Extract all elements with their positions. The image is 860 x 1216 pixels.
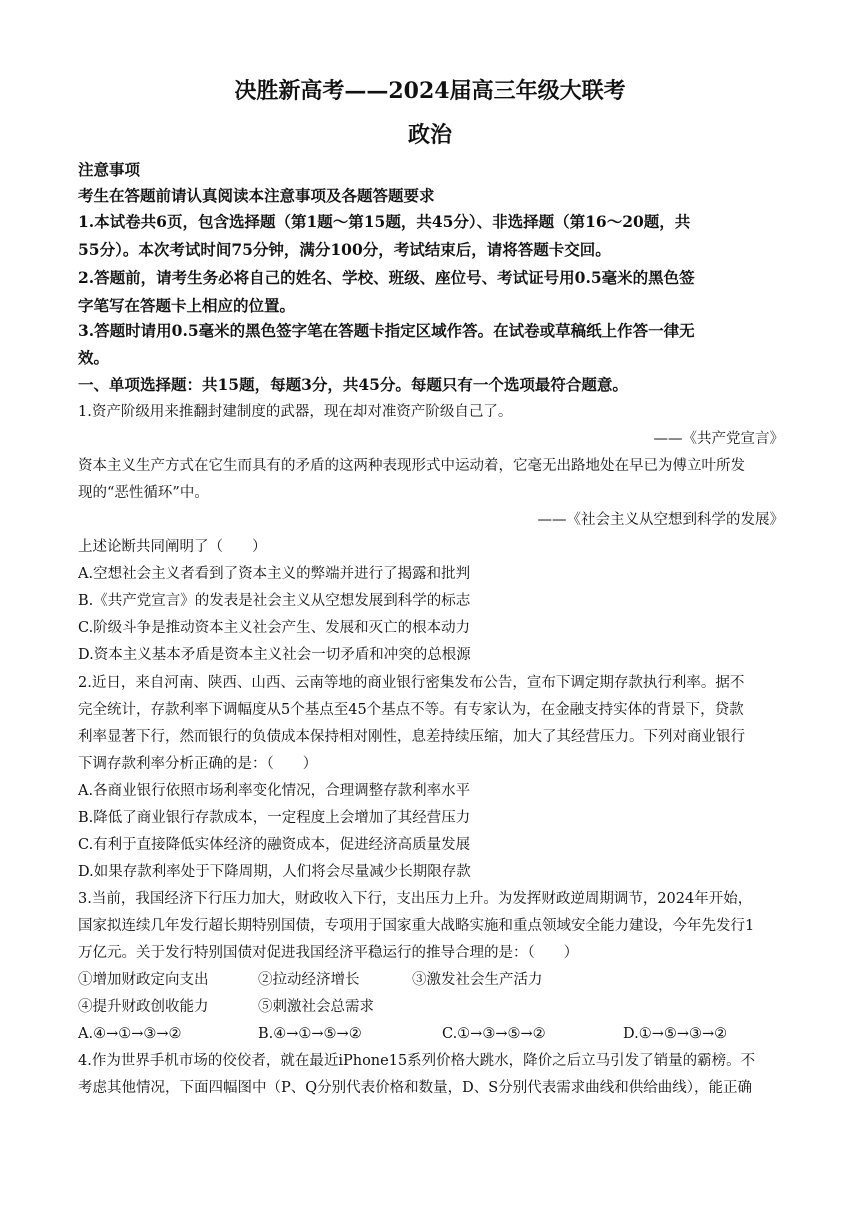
q2-line-1: 2.近日，来自河南、陕西、山西、云南等地的商业银行密集发布公告，宣布下调定期存款执行利率。据不 xyxy=(78,675,745,691)
q3-statement-4: ④提升财政创收能力 xyxy=(78,999,209,1015)
notice-item-1-line-2: 55分）。本次考试时间75分钟，满分100分，考试结束后，请将答题卡交回。 xyxy=(78,240,611,259)
q3-options xyxy=(78,1021,784,1047)
q3-statement-2: ②拉动经济增长 xyxy=(258,972,360,988)
q2-line-2: 完全统计，存款利率下调幅度从5个基点至45个基点不等。有专家认为，在金融支持实体的背景下，贷款 xyxy=(78,702,744,718)
notice-heading: 注意事项 xyxy=(78,160,141,179)
q3-statement-1: ①增加财政定向支出 xyxy=(78,972,209,988)
q3-line-3: 万亿元。关于发行特别国债对促进我国经济平稳运行的推导合理的是：（ ） xyxy=(78,945,579,961)
q3-statements-row-2 xyxy=(78,994,784,1020)
exam-subject: 政治 xyxy=(407,122,452,148)
notice-intro: 考生在答题前请认真阅读本注意事项及各题答题要求 xyxy=(78,186,435,205)
q1-option-c: C.阶级斗争是推动资本主义社会产生、发展和灭亡的根本动力 xyxy=(78,620,471,636)
q4-line-2: 考虑其他情况，下面四幅图中（P、Q分别代表价格和数量，D、S分别代表需求曲线和供给曲线），能正确 xyxy=(78,1080,752,1096)
q2-option-a: A.各商业银行依照市场利率变化情况，合理调整存款利率水平 xyxy=(78,783,471,799)
q1-source-2: ——《社会主义从空想到科学的发展》 xyxy=(537,512,784,528)
q3-line-1: 3.当前，我国经济下行压力加大，财政收入下行，支出压力上升。为发挥财政逆周期调节，2024年开始， xyxy=(78,891,753,907)
q1-option-d: D.资本主义基本矛盾是资本主义社会一切矛盾和冲突的总根源 xyxy=(78,647,471,663)
q2-option-c: C.有利于直接降低实体经济的融资成本，促进经济高质量发展 xyxy=(78,837,471,853)
q1-option-b: B.《共产党宣言》的发表是社会主义从空想发展到科学的标志 xyxy=(78,593,471,609)
q3-option-a: A.④→①→③→② xyxy=(78,1026,182,1042)
notice-item-3-line-2: 效。 xyxy=(78,348,110,367)
q1-source-1: ——《共产党宣言》 xyxy=(653,431,784,447)
exam-title: 决胜新高考——2024届高三年级大联考 xyxy=(234,78,626,104)
q1-line-2: 资本主义生产方式在它生而具有的矛盾的这两种表现形式中运动着，它毫无出路地处在早已为傅立叶所发 xyxy=(78,458,745,474)
q2-line-3: 利率显著下行，然而银行的负债成本保持相对刚性，息差持续压缩，加大了其经营压力。下列对商业银行 xyxy=(78,729,745,745)
q2-line-4: 下调存款利率分析正确的是：（ ） xyxy=(78,756,318,772)
q3-statement-5: ⑤刺激社会总需求 xyxy=(258,999,374,1015)
q3-option-d: D.①→⑤→③→② xyxy=(623,1026,728,1042)
q3-option-c: C.①→③→⑤→② xyxy=(442,1026,546,1042)
q3-statements-row-1 xyxy=(78,967,784,993)
q1-line-3: 现的“恶性循环”中。 xyxy=(78,485,209,501)
q3-statement-3: ③激发社会生产活力 xyxy=(412,972,543,988)
notice-item-2-line-1: 2.答题前，请考生务必将自己的姓名、学校、班级、座位号、考试证号用0.5毫米的黑色签 xyxy=(78,268,695,287)
notice-item-3-line-1: 3.答题时请用0.5毫米的黑色签字笔在答题卡指定区域作答。在试卷或草稿纸上作答一律无 xyxy=(78,321,695,340)
q1-option-a: A.空想社会主义者看到了资本主义的弊端并进行了揭露和批判 xyxy=(78,566,471,582)
section-1-heading: 一、单项选择题：共15题，每题3分，共45分。每题只有一个选项最符合题意。 xyxy=(78,375,628,394)
notice-item-2-line-2: 字笔写在答题卡上相应的位置。 xyxy=(78,296,296,315)
q2-option-d: D.如果存款利率处于下降周期，人们将会尽量减少长期限存款 xyxy=(78,864,471,880)
q4-line-1: 4.作为世界手机市场的佼佼者，就在最近iPhone15系列价格大跳水，降价之后立马引发了销量的霸榜。不 xyxy=(78,1053,756,1069)
q1-line-1: 1.资产阶级用来推翻封建制度的武器，现在却对准资产阶级自己了。 xyxy=(78,404,513,420)
q3-option-b: B.④→①→⑤→② xyxy=(258,1026,362,1042)
q3-line-2: 国家拟连续几年发行超长期特别国债，专项用于国家重大战略实施和重点领域安全能力建设，今年先发行1 xyxy=(78,918,755,934)
q2-option-b: B.降低了商业银行存款成本，一定程度上会增加了其经营压力 xyxy=(78,810,471,826)
q1-stem: 上述论断共同阐明了（ ） xyxy=(78,539,267,555)
notice-item-1-line-1: 1.本试卷共6页，包含选择题（第1题～第15题，共45分）、非选择题（第16～20题，共 xyxy=(78,212,691,231)
